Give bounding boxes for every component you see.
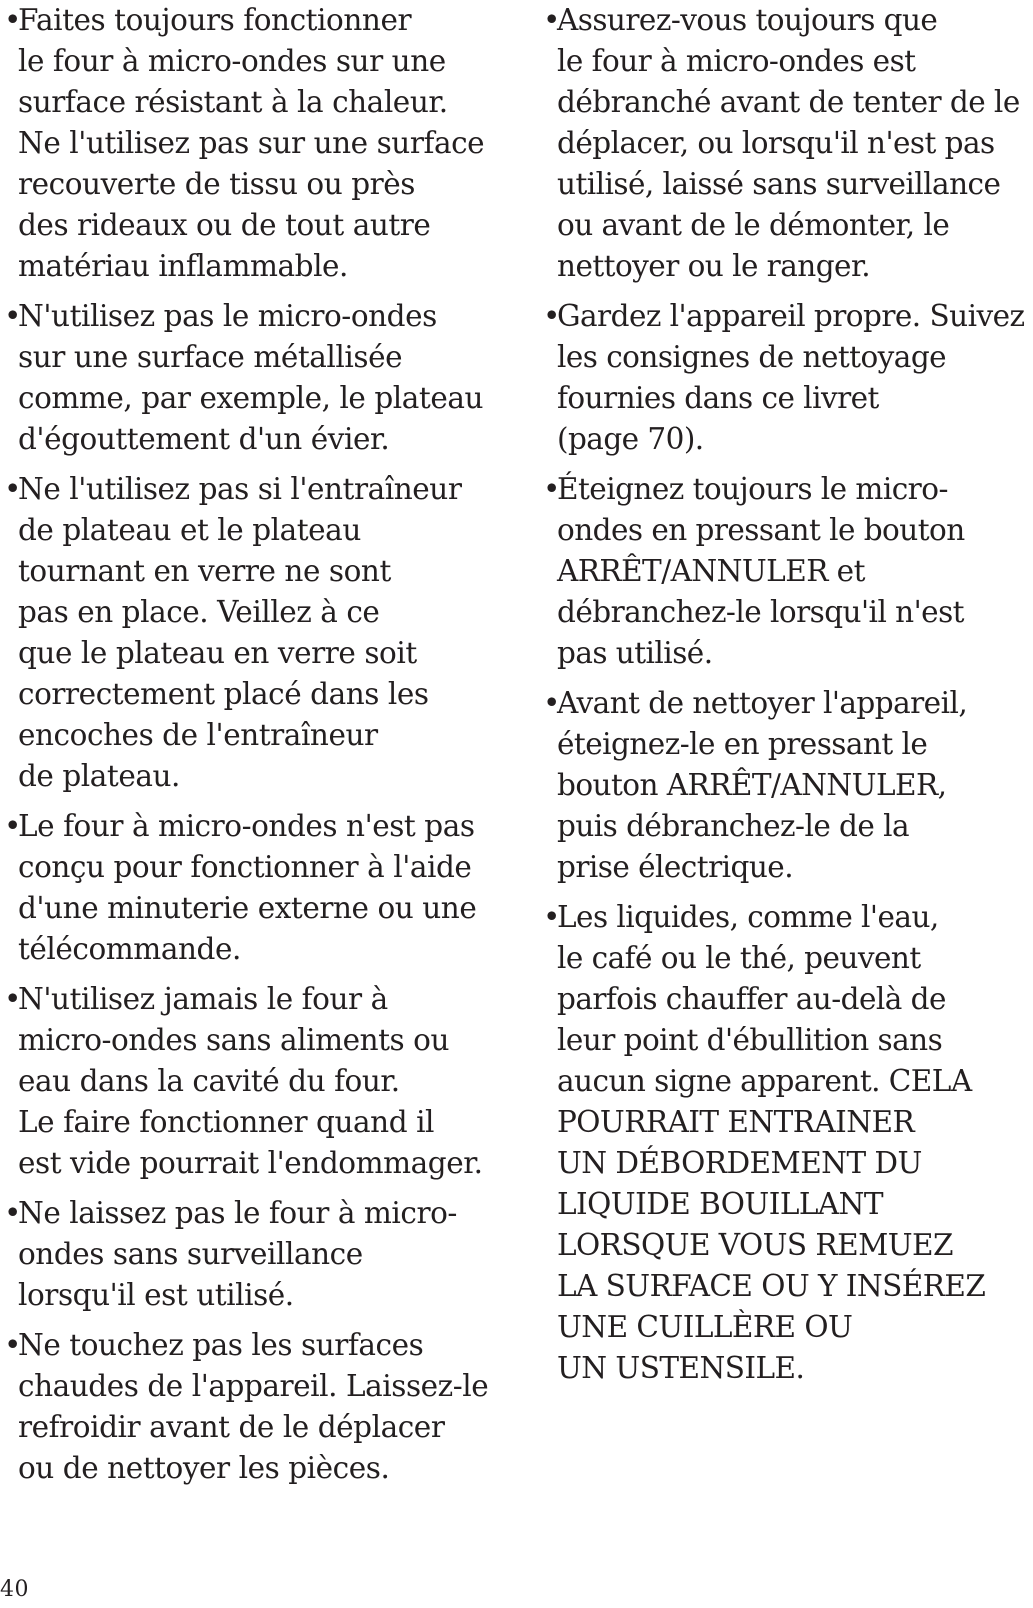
text-line: ondes en pressant le bouton — [557, 513, 965, 547]
text-line: correctement placé dans les — [18, 677, 429, 711]
text-line: LIQUIDE BOUILLANT — [557, 1187, 884, 1221]
text-line: ondes sans surveillance — [18, 1237, 363, 1271]
left-bullet-list — [4, 0, 504, 1489]
text-line: pas en place. Veillez à ce — [18, 595, 380, 629]
text-line: puis débranchez-le de la — [557, 809, 910, 843]
text-line: parfois chauffer au-delà de — [557, 982, 946, 1016]
text-line: des rideaux ou de tout autre — [18, 208, 431, 242]
text-line: est vide pourrait l'endommager. — [18, 1146, 483, 1180]
bullet-icon: • — [4, 1196, 21, 1230]
right-column — [543, 0, 1033, 1398]
list-item — [4, 979, 504, 1184]
text-line: lorsqu'il est utilisé. — [18, 1278, 294, 1312]
right-bullet-list — [543, 0, 1033, 1389]
bullet-icon: • — [4, 809, 21, 843]
text-line: Assurez-vous toujours que — [557, 3, 938, 37]
text-line: Gardez l'appareil propre. Suivez — [557, 299, 1025, 333]
text-line: chaudes de l'appareil. Laissez-le — [18, 1369, 489, 1403]
text-line: débranchez-le lorsqu'il n'est — [557, 595, 964, 629]
text-line: LA SURFACE OU Y INSÉREZ — [557, 1269, 986, 1303]
text-line: le four à micro-ondes est — [557, 44, 916, 78]
bullet-icon: • — [4, 982, 21, 1016]
text-line: Faites toujours fonctionner — [18, 3, 412, 37]
list-item — [4, 469, 504, 797]
text-line: que le plateau en verre soit — [18, 636, 417, 670]
list-item — [543, 683, 1033, 888]
text-line: UN DÉBORDEMENT DU — [557, 1146, 922, 1180]
text-line: fournies dans ce livret — [557, 381, 879, 415]
text-line: d'une minuterie externe ou une — [18, 891, 477, 925]
bullet-icon: • — [4, 1328, 21, 1362]
text-line: d'égouttement d'un évier. — [18, 422, 390, 456]
text-line: N'utilisez pas le micro-ondes — [18, 299, 437, 333]
text-line: encoches de l'entraîneur — [18, 718, 378, 752]
list-item — [4, 1325, 504, 1489]
text-line: tournant en verre ne sont — [18, 554, 391, 588]
list-item — [4, 806, 504, 970]
text-line: micro-ondes sans aliments ou — [18, 1023, 450, 1057]
bullet-icon: • — [4, 299, 21, 333]
text-line: surface résistant à la chaleur. — [18, 85, 448, 119]
bullet-icon: • — [543, 299, 560, 333]
text-line: eau dans la cavité du four. — [18, 1064, 400, 1098]
text-line: recouverte de tissu ou près — [18, 167, 415, 201]
text-line: nettoyer ou le ranger. — [557, 249, 871, 283]
page-number: 40 — [0, 1577, 29, 1602]
bullet-icon: • — [543, 686, 560, 720]
text-line: Avant de nettoyer l'appareil, — [557, 686, 968, 720]
text-line: prise électrique. — [557, 850, 794, 884]
list-item — [543, 0, 1033, 287]
list-item — [4, 0, 504, 287]
text-line: ou avant de le démonter, le — [557, 208, 950, 242]
text-line: de plateau et le plateau — [18, 513, 361, 547]
text-line: LORSQUE VOUS REMUEZ — [557, 1228, 953, 1262]
text-line: le café ou le thé, peuvent — [557, 941, 921, 975]
text-line: matériau inflammable. — [18, 249, 348, 283]
bullet-icon: • — [543, 900, 560, 934]
text-line: déplacer, ou lorsqu'il n'est pas — [557, 126, 995, 160]
left-column — [4, 0, 504, 1498]
text-line: débranché avant de tenter de le — [557, 85, 1020, 119]
text-line: UN USTENSILE. — [557, 1351, 805, 1385]
text-line: Le faire fonctionner quand il — [18, 1105, 435, 1139]
text-line: Les liquides, comme l'eau, — [557, 900, 939, 934]
text-line: conçu pour fonctionner à l'aide — [18, 850, 472, 884]
text-line: de plateau. — [18, 759, 180, 793]
bullet-icon: • — [543, 472, 560, 506]
text-line: POURRAIT ENTRAINER — [557, 1105, 915, 1139]
text-line: Le four à micro-ondes n'est pas — [18, 809, 475, 843]
list-item — [543, 296, 1033, 460]
text-line: utilisé, laissé sans surveillance — [557, 167, 1001, 201]
text-line: sur une surface métallisée — [18, 340, 403, 374]
text-line: bouton ARRÊT/ANNULER, — [557, 768, 947, 802]
text-line: Ne l'utilisez pas si l'entraîneur — [18, 472, 462, 506]
text-line: refroidir avant de le déplacer — [18, 1410, 445, 1444]
text-line: comme, par exemple, le plateau — [18, 381, 484, 415]
list-item — [4, 1193, 504, 1316]
text-line: pas utilisé. — [557, 636, 713, 670]
text-line: aucun signe apparent. CELA — [557, 1064, 972, 1098]
text-line: ou de nettoyer les pièces. — [18, 1451, 390, 1485]
text-line: Ne touchez pas les surfaces — [18, 1328, 424, 1362]
text-line: UNE CUILLÈRE OU — [557, 1310, 853, 1344]
text-line: ARRÊT/ANNULER et — [557, 554, 865, 588]
text-line: éteignez-le en pressant le — [557, 727, 928, 761]
text-line: (page 70). — [557, 422, 704, 456]
text-line: leur point d'ébullition sans — [557, 1023, 943, 1057]
text-line: Éteignez toujours le micro- — [557, 472, 948, 506]
text-line: le four à micro-ondes sur une — [18, 44, 446, 78]
list-item — [543, 469, 1033, 674]
text-line: Ne l'utilisez pas sur une surface — [18, 126, 485, 160]
text-line: télécommande. — [18, 932, 241, 966]
list-item — [543, 897, 1033, 1389]
bullet-icon: • — [4, 472, 21, 506]
list-item — [4, 296, 504, 460]
text-line: N'utilisez jamais le four à — [18, 982, 388, 1016]
text-line: les consignes de nettoyage — [557, 340, 947, 374]
bullet-icon: • — [4, 3, 21, 37]
bullet-icon: • — [543, 3, 560, 37]
text-line: Ne laissez pas le four à micro- — [18, 1196, 457, 1230]
